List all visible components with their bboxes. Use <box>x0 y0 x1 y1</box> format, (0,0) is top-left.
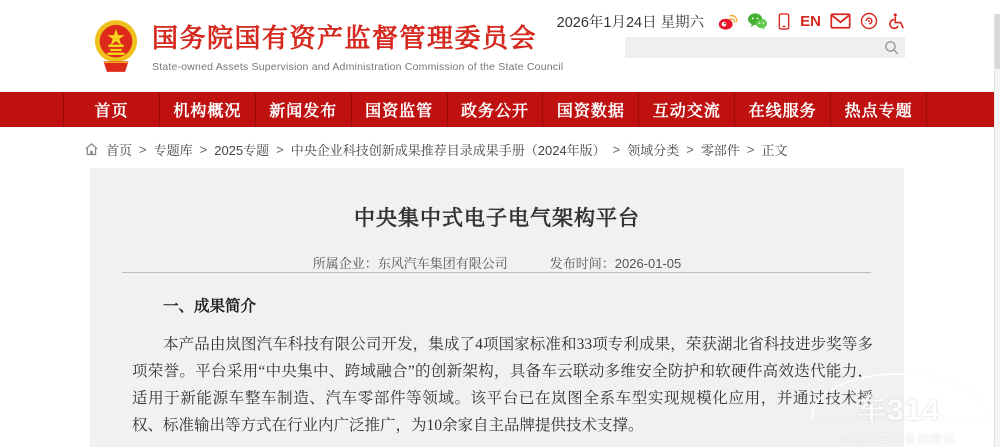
nav-item-label: 互动交流 <box>652 103 721 120</box>
breadcrumb-item <box>747 140 788 159</box>
search-box <box>625 37 905 58</box>
breadcrumb-separator: > <box>199 141 208 157</box>
nav-item[interactable] <box>64 92 159 127</box>
breadcrumb-link[interactable]: 领域分类 <box>627 142 680 158</box>
breadcrumb-link[interactable]: 2025专题 <box>214 142 270 158</box>
breadcrumb-item <box>200 140 270 159</box>
national-emblem-icon <box>93 17 139 80</box>
section-heading: 一、成果简介 <box>163 298 257 315</box>
breadcrumb-item <box>613 140 680 159</box>
breadcrumb-separator: > <box>612 141 621 157</box>
article-body <box>132 294 873 439</box>
breadcrumb-link[interactable]: 中央企业科技创新成果推荐目录成果手册（2024年版） <box>290 142 606 158</box>
search-input[interactable] <box>625 37 877 58</box>
scrollbar[interactable] <box>994 14 1000 447</box>
nav-item-label: 在线服务 <box>748 103 817 120</box>
site-title: 国务院国有资产监督管理委员会 <box>152 23 538 53</box>
current-date: 2026年1月24日 星期六 <box>556 14 705 31</box>
site-brand <box>93 17 563 80</box>
breadcrumb-separator: > <box>139 141 147 157</box>
main-nav-items <box>63 92 927 127</box>
scrollbar-thumb[interactable] <box>995 14 1000 69</box>
watermark-text: 车314 <box>855 394 941 427</box>
nav-item[interactable] <box>830 92 926 127</box>
article-title: 中央集中式电子电气架构平台 <box>354 207 640 230</box>
header-tools <box>557 9 905 33</box>
nav-item[interactable] <box>159 92 255 127</box>
nav-item-label: 首页 <box>94 103 129 120</box>
article-paragraph: 本产品由岚图汽车科技有限公司开发，集成了4项国家标准和33项专利成果，荣获湖北省科技进步奖等多项荣誉。平台采用“中央集中、跨域融合”的创新架构，具备车云联动多维安全防护和软硬件高效迭代能力，适用于新能源车整车制造、汽车零部件等领域。该平台已在岚图全系车型实现规模化应用，并通过技术授权、标准输出等方式在行业内广泛推广，为10余家自主品牌提供技术支撑。 <box>132 336 873 434</box>
title-divider <box>122 272 871 273</box>
home-icon <box>84 142 99 157</box>
nav-item-label: 热点专题 <box>844 103 913 120</box>
main-nav <box>0 92 1000 127</box>
nav-item-label: 机构概况 <box>173 103 242 120</box>
article-panel <box>90 168 904 447</box>
breadcrumb-item <box>276 140 606 159</box>
publish-date-label: 发布时间： <box>549 256 615 271</box>
breadcrumb-item <box>106 140 132 159</box>
breadcrumb-link[interactable]: 正文 <box>761 142 788 158</box>
nav-item[interactable] <box>351 92 447 127</box>
publish-date-value: 2026-01-05 <box>614 256 682 271</box>
breadcrumb <box>84 135 787 163</box>
breadcrumb-separator: > <box>276 141 284 157</box>
breadcrumb-item <box>686 140 740 159</box>
breadcrumb-separator: > <box>686 141 694 157</box>
nav-item[interactable] <box>255 92 351 127</box>
brand-text <box>152 17 563 73</box>
watermark-tagline: 专注汽车行业的网站 <box>839 434 957 446</box>
wechat-icon[interactable] <box>747 12 768 31</box>
nav-item-label: 政务公开 <box>461 103 530 120</box>
search-icon <box>883 39 900 56</box>
nav-item[interactable] <box>542 92 638 127</box>
breadcrumb-link[interactable]: 首页 <box>106 142 133 158</box>
mobile-icon[interactable] <box>777 12 791 31</box>
mail-icon[interactable] <box>830 13 851 29</box>
lang-en-link[interactable]: EN <box>800 12 821 30</box>
company-label: 所属企业： <box>312 256 378 271</box>
breadcrumb-link[interactable]: 专题库 <box>153 142 193 158</box>
weibo-icon[interactable] <box>718 12 738 31</box>
site-subtitle: State-owned Assets Supervision and Administration Commission of the State Council <box>152 61 564 74</box>
nav-item-label: 国资监管 <box>365 103 434 120</box>
badge-icon[interactable] <box>860 12 878 30</box>
nav-item[interactable] <box>447 92 543 127</box>
nav-item[interactable] <box>734 92 830 127</box>
nav-item[interactable] <box>638 92 734 127</box>
breadcrumb-separator: > <box>746 141 755 157</box>
search-button[interactable] <box>877 37 905 58</box>
nav-item-label: 国资数据 <box>556 103 625 120</box>
breadcrumb-link[interactable]: 零部件 <box>700 142 740 158</box>
company-value: 东风汽车集团有限公司 <box>377 256 508 271</box>
nav-item-label: 新闻发布 <box>269 103 338 120</box>
article-meta <box>90 253 904 272</box>
accessibility-icon[interactable] <box>887 12 905 31</box>
breadcrumb-item <box>139 140 193 159</box>
